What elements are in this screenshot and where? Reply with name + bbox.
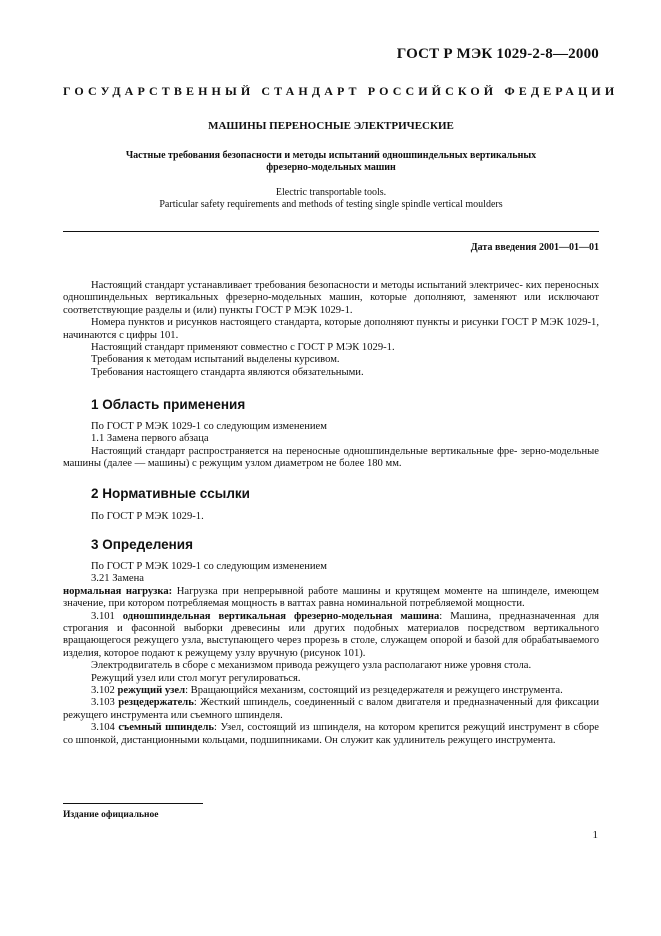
definitions-paragraph: Режущий узел или стол могут регулироваться. [91, 672, 301, 684]
scope-paragraph: Настоящий стандарт распространяется на переносные одношпиндельные вертикальные фре- зерно-модельные машины (далее — машины) с режущим узлом диаметром не более 180 мм. [63, 445, 599, 470]
introduction-date: Дата введения 2001—01—01 [470, 242, 599, 253]
definition-term: съемный шпиндель [118, 722, 214, 734]
definition-number: 3.101 [91, 610, 123, 622]
definition-cutting-unit [63, 685, 599, 697]
references-paragraph: По ГОСТ Р МЭК 1029-1. [91, 511, 204, 522]
section-heading-scope: 1 Область применения [91, 397, 246, 412]
english-title [63, 187, 599, 211]
section-scope-body [63, 421, 599, 471]
section-definitions-body [63, 561, 599, 747]
subtitle-line: фрезерно-модельных машин [266, 162, 396, 173]
definitions-paragraph: По ГОСТ Р МЭК 1029-1 со следующим изменением [91, 561, 327, 572]
scope-paragraph: По ГОСТ Р МЭК 1029-1 со следующим изменением [91, 421, 327, 432]
section-heading-references: 2 Нормативные ссылки [91, 486, 250, 501]
section-references-body [63, 511, 599, 523]
state-standard-heading: ГОСУДАРСТВЕННЫЙ СТАНДАРТ РОССИЙСКОЙ ФЕДЕРАЦИИ [63, 84, 619, 98]
definition-text: : Машина, предназначенная для строгания и фасонной выборки древесины или других подобных материалов посредством вертикального вращающегося режущего узла, выступающего через прорезь в столе, служащем опорой и базой для обрабатываемого изделия, которое подают к режущему узлу вручную (рисунок 101). [63, 610, 599, 659]
intro-paragraph: Настоящий стандарт устанавливает требования безопасности и методы испытаний электричес- ких переносных одношпиндельных вертикальных фрезерно-модельных машин, которые дополняют, заменяют или исключают соответствующие разделы и (или) пункты ГОСТ Р МЭК 1029-1. [63, 280, 599, 316]
definition-term: одношпиндельная вертикальная фрезерно-модельная машина [122, 610, 440, 622]
definition-number: 3.102 [91, 685, 118, 697]
intro-paragraph: Номера пунктов и рисунков настоящего стандарта, которые дополняют пункты и рисунки ГОСТ Р МЭК 1029-1, начинаются с цифры 101. [63, 317, 599, 341]
definition-removable-spindle [63, 722, 599, 747]
intro-paragraph: Требования настоящего стандарта являются обязательными. [91, 366, 364, 378]
standard-title: МАШИНЫ ПЕРЕНОСНЫЕ ЭЛЕКТРИЧЕСКИЕ [208, 120, 454, 132]
definition-normal-load [63, 586, 599, 611]
definition-term: нормальная нагрузка: [63, 585, 173, 597]
scope-paragraph: 1.1 Замена первого абзаца [91, 433, 209, 445]
intro-paragraph: Требования к методам испытаний выделены курсивом. [91, 354, 340, 366]
definition-text: : Вращающийся механизм, состоящий из резцедержателя и режущего инструмента. [185, 685, 563, 697]
definition-term: резцедержатель [118, 697, 194, 709]
definition-tool-holder [63, 697, 599, 722]
intro-block [63, 280, 599, 379]
definition-text: Нагрузка при непрерывной работе машины и крутящем моменте на шпинделе, имеющем значение, при котором потребляемая мощность в ваттах равна номинальной потребляемой мощности. [63, 585, 599, 610]
document-number: ГОСТ Р МЭК 1029-2-8—2000 [396, 46, 599, 62]
definitions-paragraph: 3.21 Замена [91, 573, 144, 585]
intro-paragraph: Настоящий стандарт применяют совместно с ГОСТ Р МЭК 1029-1. [91, 342, 395, 354]
definition-number: 3.104 [91, 722, 119, 734]
edition-label: Издание официальное [63, 810, 159, 820]
definition-term: режущий узел [117, 685, 186, 697]
header-rule [63, 231, 599, 232]
english-title-line: Particular safety requirements and methods of testing single spindle vertical moulders [159, 199, 503, 210]
standard-subtitle [63, 150, 599, 174]
section-heading-definitions: 3 Определения [91, 537, 193, 552]
footer-rule [63, 803, 203, 804]
definitions-paragraph: Электродвигатель в сборе с механизмом привода режущего узла располагают ниже уровня стола. [91, 660, 532, 672]
definition-moulder [63, 611, 599, 661]
definition-text: : Узел, состоящий из шпинделя, на котором крепится режущий инструмент в сборе со шпонкой, дистанционными кольцами, подшипниками. Он служит как удлинитель режущего инструмента. [63, 722, 600, 746]
page-number: 1 [592, 829, 598, 841]
subtitle-line: Частные требования безопасности и методы испытаний одношпиндельных вертикальных [125, 150, 537, 161]
english-title-line: Electric transportable tools. [275, 187, 387, 198]
definition-text: : Жесткий шпиндель, соединенный с валом двигателя и предназначенный для фиксации режущего инструмента или съемного шпинделя. [63, 697, 599, 721]
definition-number: 3.103 [91, 697, 119, 709]
